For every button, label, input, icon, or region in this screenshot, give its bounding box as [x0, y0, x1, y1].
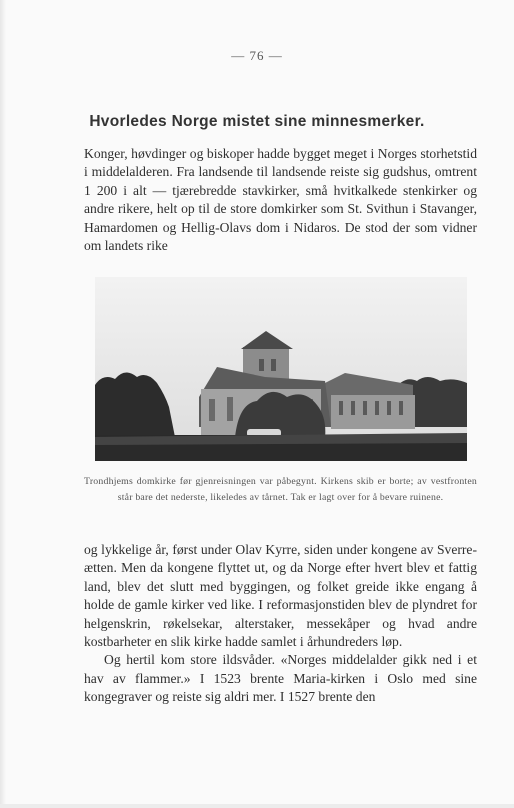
cathedral-illustration	[95, 277, 467, 461]
page-number: — 76 —	[231, 48, 283, 63]
body-text-top	[84, 145, 477, 255]
paragraph: og lykkelige år, først under Olav Kyrre, siden under kongene av Sverre-ætten. Men da kongene flyttet ut, og da Norge efter hvert blev et fattig land, blev det slutt med byggingen, og folket greide ikke engang å holde de gamle kirker ved like. I reformasjonstiden blev de plyndret for helgenskrin, røkelsekar, alterstaker, messekåper og hvad andre kostbarheter en slik kirke hadde samlet i århundreders løp.	[84, 542, 477, 650]
paragraph: Konger, høvdinger og biskoper hadde bygget meget i Norges storhetstid i middelalderen. Fra landsende til landsende reiste sig gudshus, omtrent 1 200 i alt — tjærebredde stavkirker, små hvitkalkede stenkirker og andre rikere, helt op til de store domkirker som St. Svithun i Stavanger, Hamardomen og Hellig-Olavs dom i Nidaros. De stod der som vidner om landets rike	[84, 146, 477, 254]
paragraph: Og hertil kom store ildsvåder. «Norges middelalder gikk ned i et hav av flammer.» I 1523 brente Maria-kirken i Oslo med sine kongegraver og reiste sig aldri mer. I 1527 brente den	[84, 652, 477, 705]
body-text-bottom	[84, 541, 477, 707]
chapter-title: Hvorledes Norge mistet sine minnesmerker.	[89, 113, 425, 130]
photo-caption: Trondhjems domkirke før gjenreisningen var påbegynt. Kirkens skib er borte; av vestfronten står bare det nederste, likeledes av tårnet. Tak er lagt over for å bevare ruinene.	[84, 476, 477, 503]
cathedral-photo	[95, 277, 467, 461]
